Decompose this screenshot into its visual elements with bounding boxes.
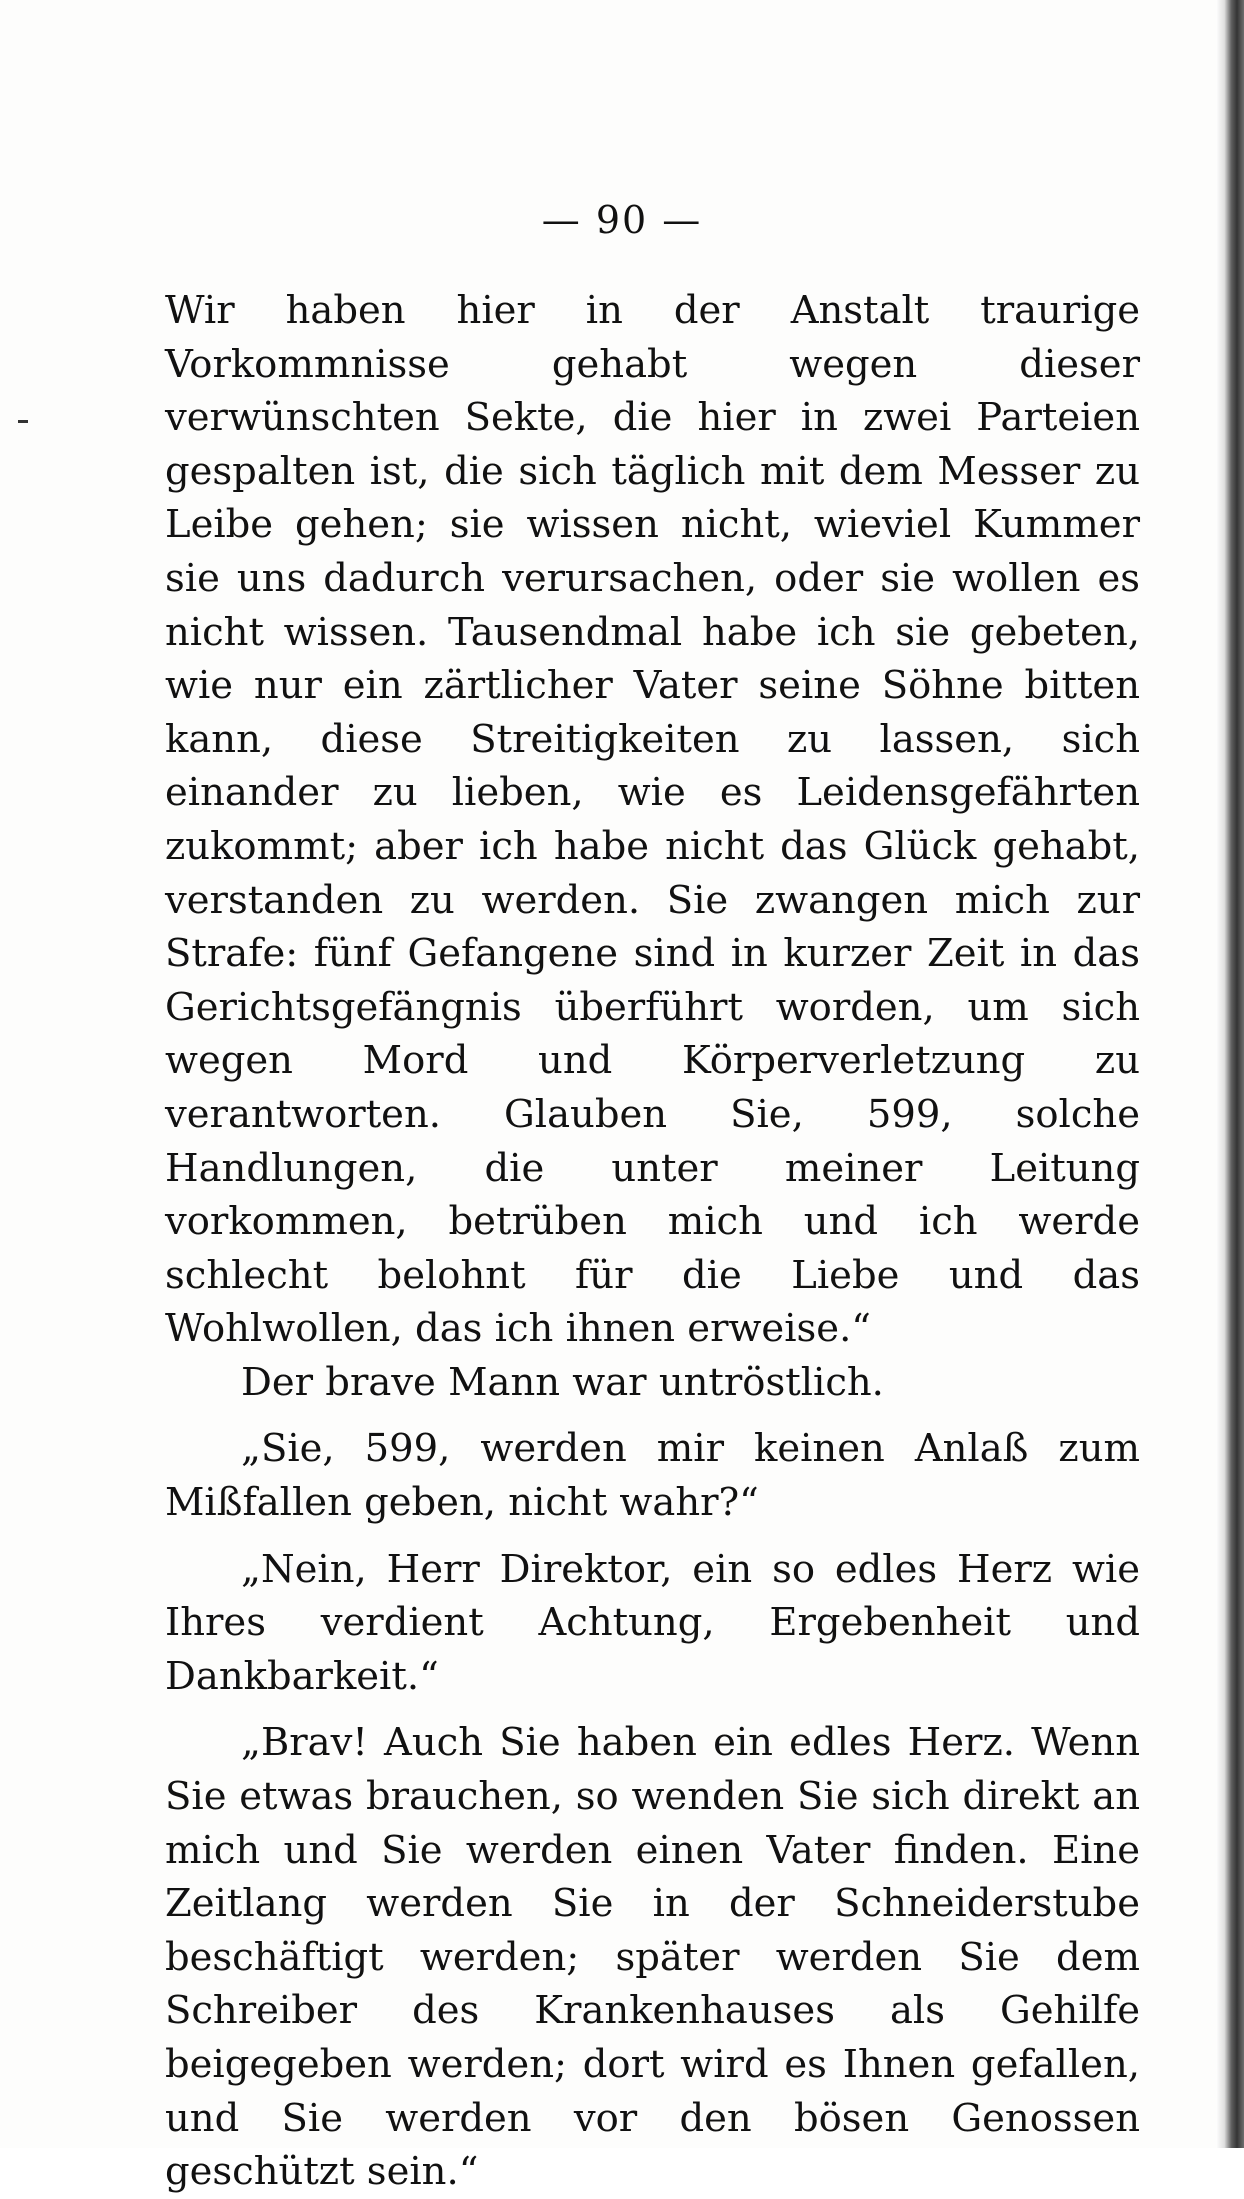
paragraph-3: „Sie, 599, werden mir keinen Anlaß zum Mißfallen geben, nicht wahr?“ <box>165 1426 1140 1526</box>
paragraph-2: Der brave Mann war untröstlich. <box>241 1359 884 1405</box>
page-edge-shadow <box>1216 0 1244 2148</box>
paragraph-1: Wir haben hier in der Anstalt traurige Vorkommnisse gehabt wegen dieser verwünschten Sekte, die hier in zwei Parteien gespalten ist, die sich täglich mit dem Messer zu Leibe gehen; sie wissen nicht, wieviel Kummer sie uns dadurch verursachen, oder sie wollen es nicht wissen. Tausendmal habe ich sie gebeten, wie nur ein zärtlicher Vater seine Söhne bitten kann, diese Streitigkeiten zu lassen, sich einander zu lieben, wie es Leidensgefährten zukommt; aber ich habe nicht das Glück gehabt, verstanden zu werden. Sie zwangen mich zur Strafe: fünf Gefangene sind in kurzer Zeit in das Gerichtsgefängnis überführt worden, um sich wegen Mord und Körperverletzung zu verantworten. Glauben Sie, 599, solche Handlungen, die unter meiner Leitung vorkommen, betrüben mich und ich werde schlecht belohnt für die Liebe und das Wohlwollen, das ich ihnen erweise.“ <box>165 288 1140 1352</box>
margin-mark <box>18 420 28 423</box>
paragraph-4: „Nein, Herr Direktor, ein so edles Herz wie Ihres verdient Achtung, Ergebenheit und Dankbarkeit.“ <box>165 1546 1140 1699</box>
page-number: — 90 — <box>541 198 703 242</box>
paragraph-5: „Brav! Auch Sie haben ein edles Herz. Wenn Sie etwas brauchen, so wenden Sie sich direkt an mich und Sie werden einen Vater finden. Eine Zeitlang werden Sie in der Schneiderstube beschäftigt werden; später werden Sie dem Schreiber des Krankenhauses als Gehilfe beigegeben werden; dort wird es Ihnen gefallen, und Sie werden vor den bösen Genossen geschützt sein.“ <box>165 1720 1140 2195</box>
body-text <box>165 284 1140 2199</box>
